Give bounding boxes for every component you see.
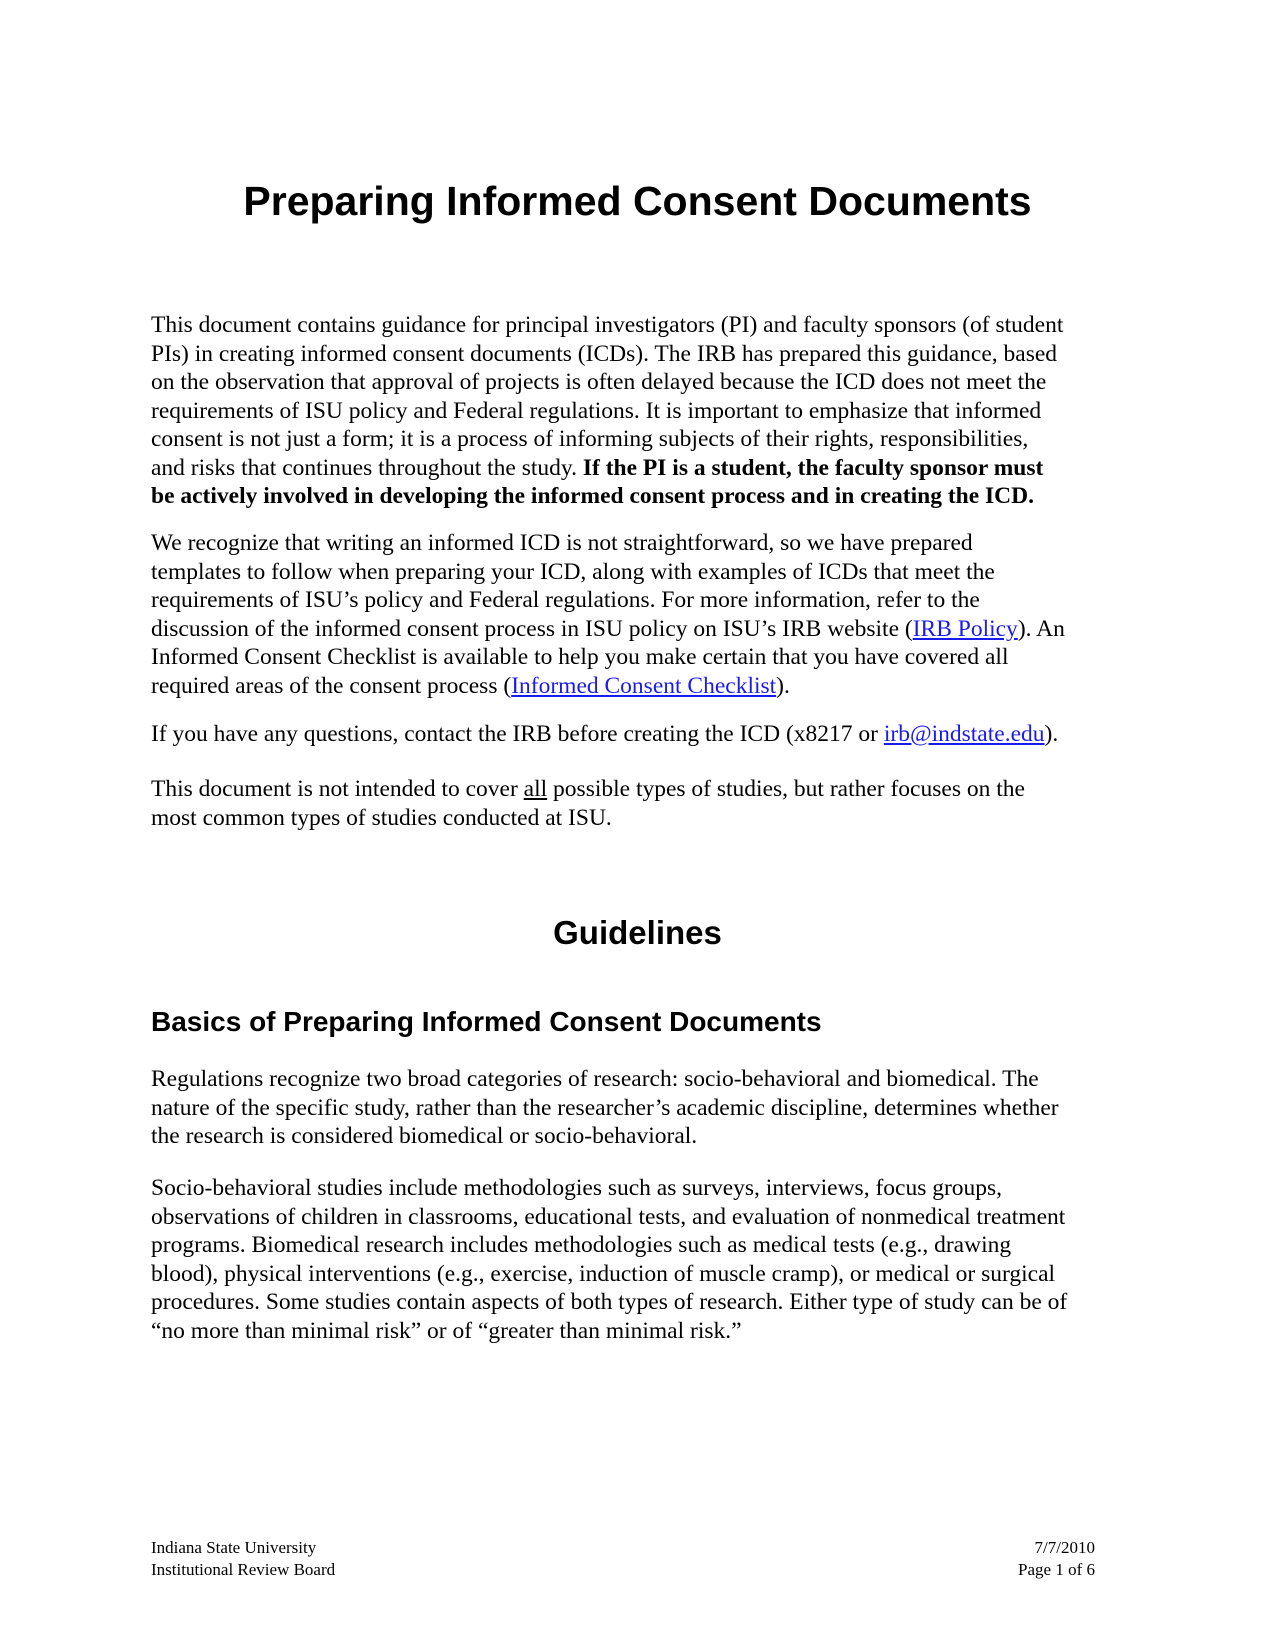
regulations-line: nature of the specific study, rather than the researcher’s academic discipline, determines whether [151, 1094, 1059, 1121]
scope-emphasis: all [523, 776, 548, 802]
intro-emphasis: be actively involved in developing the informed consent process and in creating the ICD. [151, 483, 1034, 509]
footer-organization [151, 1537, 335, 1581]
templates-paragraph [151, 529, 1131, 700]
intro-line: on the observation that approval of projects is often delayed because the ICD does not meet the [151, 369, 1047, 395]
intro-emphasis: If the PI is a student, the faculty sponsor must [582, 454, 1044, 481]
templates-text: discussion of the informed consent process in ISU policy on ISU’s IRB website ( [151, 615, 913, 642]
questions-line [151, 720, 1131, 749]
scope-text: This document is not intended to cover [151, 776, 524, 802]
socio-paragraph [151, 1174, 1131, 1345]
templates-text: ). An [1017, 615, 1065, 642]
document-title: Preparing Informed Consent Documents [243, 178, 1032, 224]
socio-line: procedures. Some studies contain aspects of both types of research. Either type of study can be of [151, 1289, 1068, 1315]
templates-line: requirements of ISU’s policy and Federal regulations. For more information, refer to the [151, 587, 980, 613]
scope-paragraph [151, 775, 1131, 832]
intro-line [151, 482, 1131, 511]
socio-line: “no more than minimal risk” or of “greater than minimal risk.” [151, 1317, 742, 1344]
socio-line: observations of children in classrooms, educational tests, and evaluation of nonmedical treatment [151, 1203, 1066, 1230]
intro-line: PIs) in creating informed consent documents (ICDs). The IRB has prepared this guidance, based [151, 340, 1058, 367]
irb-policy-link[interactable]: IRB Policy [912, 615, 1018, 642]
regulations-paragraph [151, 1065, 1131, 1151]
templates-line [151, 615, 1131, 644]
irb-email-link[interactable]: irb@indstate.edu [883, 721, 1045, 747]
footer-date: 7/7/2010 [1034, 1538, 1095, 1557]
footer-university: Indiana State University [151, 1538, 317, 1557]
scope-text: possible types of studies, but rather focuses on the [547, 776, 1025, 802]
questions-text: ). [1044, 721, 1059, 747]
questions-paragraph [151, 720, 1131, 749]
templates-line [151, 672, 1131, 701]
templates-text: required areas of the consent process ( [151, 672, 512, 699]
consent-checklist-link[interactable]: Informed Consent Checklist [511, 672, 777, 699]
basics-heading: Basics of Preparing Informed Consent Documents [151, 1006, 822, 1037]
footer-board: Institutional Review Board [151, 1560, 336, 1579]
socio-line: programs. Biomedical research includes methodologies such as medical tests (e.g., drawing [151, 1232, 1012, 1258]
socio-line: Socio-behavioral studies include methodologies such as surveys, interviews, focus groups, [151, 1175, 1003, 1201]
scope-line [151, 775, 1131, 804]
templates-line: We recognize that writing an informed ICD is not straightforward, so we have prepared [151, 530, 973, 556]
regulations-line: Regulations recognize two broad categories of research: socio-behavioral and biomedical. The [151, 1066, 1039, 1092]
guidelines-heading: Guidelines [553, 914, 722, 951]
page-number: Page 1 of 6 [1018, 1560, 1095, 1579]
intro-paragraph [151, 311, 1131, 511]
templates-line: Informed Consent Checklist is available to help you make certain that you have covered all [151, 644, 1009, 670]
questions-text: If you have any questions, contact the IRB before creating the ICD (x8217 or [151, 721, 884, 747]
intro-line: requirements of ISU policy and Federal regulations. It is important to emphasize that informed [151, 397, 1042, 424]
templates-line: templates to follow when preparing your ICD, along with examples of ICDs that meet the [151, 558, 995, 585]
intro-line: This document contains guidance for principal investigators (PI) and faculty sponsors (of student [151, 312, 1064, 338]
scope-line: most common types of studies conducted at ISU. [151, 804, 612, 831]
intro-line: consent is not just a form; it is a process of informing subjects of their rights, responsibilities, [151, 426, 1029, 452]
intro-line [151, 454, 1131, 483]
intro-text: and risks that continues throughout the study. [151, 454, 583, 481]
socio-line: blood), physical interventions (e.g., exercise, induction of muscle cramp), or medical or surgical [151, 1260, 1056, 1287]
templates-text: ). [776, 672, 790, 699]
footer-meta [1018, 1537, 1095, 1581]
regulations-line: the research is considered biomedical or socio-behavioral. [151, 1123, 698, 1149]
